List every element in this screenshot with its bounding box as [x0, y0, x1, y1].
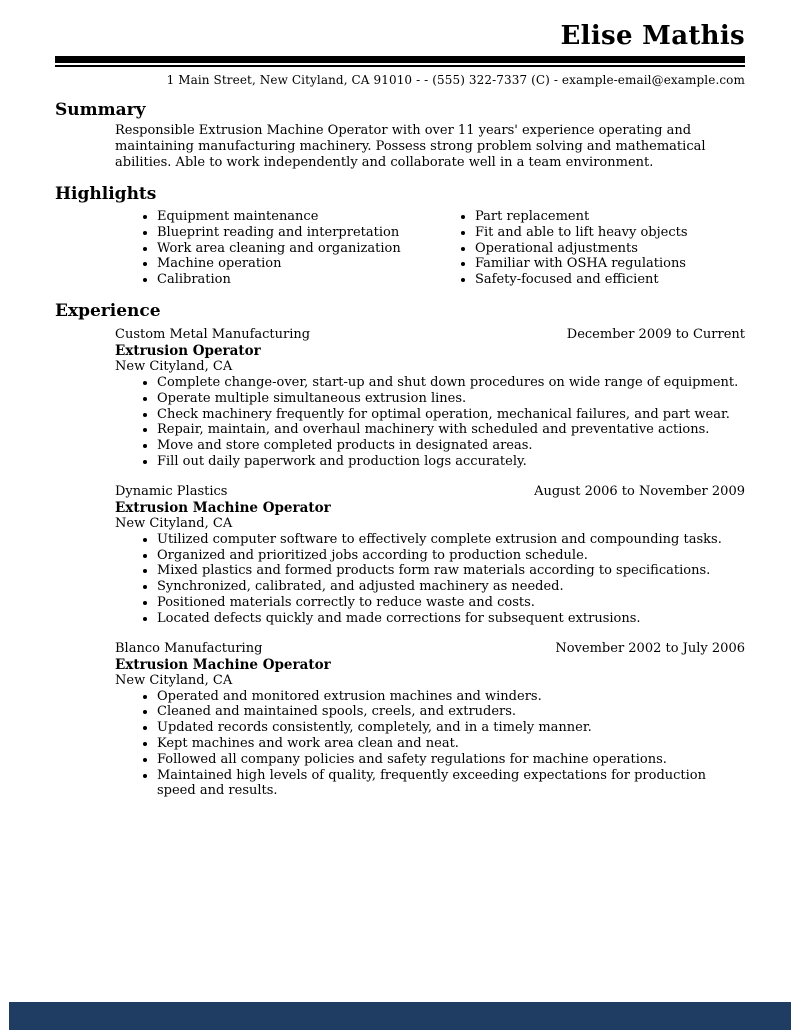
job-bullet: • Updated records consistently, completely, and in a timely manner. [157, 720, 745, 736]
job-bullet: • Maintained high levels of quality, frequently exceeding expectations for production speed and results. [157, 768, 745, 800]
experience-section [55, 301, 745, 799]
highlights-right-list [433, 209, 745, 288]
highlight-item: • Calibration [157, 272, 433, 288]
highlight-item: • Fit and able to lift heavy objects [475, 225, 745, 241]
job-dates: August 2006 to November 2009 [534, 483, 745, 499]
highlights-columns [115, 209, 745, 288]
job-bullet: • Check machinery frequently for optimal operation, mechanical failures, and part wear. [157, 407, 745, 423]
experience-heading: Experience [55, 300, 161, 321]
job-bullet: • Followed all company policies and safety regulations for machine operations. [157, 752, 745, 768]
company-name: Blanco Manufacturing [115, 640, 263, 656]
job-location: New Cityland, CA [115, 358, 233, 374]
job-bullet: • Mixed plastics and formed products form raw materials according to specifications. [157, 563, 745, 579]
header-rule-thin [55, 65, 745, 67]
highlight-item: • Part replacement [475, 209, 745, 225]
resume-header [55, 20, 745, 87]
job-bullet: • Kept machines and work area clean and neat. [157, 736, 745, 752]
highlight-item: • Equipment maintenance [157, 209, 433, 225]
job-bullet: • Utilized computer software to effectively complete extrusion and compounding tasks. [157, 532, 745, 548]
job-dates: November 2002 to July 2006 [555, 640, 745, 656]
job-bullet: • Organized and prioritized jobs according to production schedule. [157, 548, 745, 564]
job-location: New Cityland, CA [115, 515, 233, 531]
job-bullet: • Operated and monitored extrusion machines and winders. [157, 689, 745, 705]
job-bullet: • Repair, maintain, and overhaul machinery with scheduled and preventative actions. [157, 422, 745, 438]
job-head [115, 484, 745, 500]
job-bullet: • Complete change-over, start-up and shut down procedures on wide range of equipment. [157, 375, 745, 391]
highlights-left-list [115, 209, 433, 288]
summary-text: Responsible Extrusion Machine Operator with over 11 years' experience operating and maintaining manufacturing machinery. Possess strong problem solving and mathematical abilities. Able to work independently and collaborate well in a team environment. [115, 123, 706, 170]
highlight-item: • Safety-focused and efficient [475, 272, 745, 288]
highlights-heading: Highlights [55, 184, 157, 204]
job-bullet: • Located defects quickly and made corrections for subsequent extrusions. [157, 611, 745, 627]
job-dates: December 2009 to Current [566, 326, 745, 342]
job-bullet: • Cleaned and maintained spools, creels, and extruders. [157, 704, 745, 720]
job-head [115, 641, 745, 657]
contact-line: 1 Main Street, New Cityland, CA 91010 - - (555) 322-7337 (C) - example-email@example.com [166, 73, 745, 87]
job-title: Extrusion Operator [115, 342, 261, 359]
highlights-section [55, 184, 745, 288]
highlight-item: • Work area cleaning and organization [157, 241, 433, 257]
job-bullet: • Fill out daily paperwork and production logs accurately. [157, 454, 745, 470]
highlight-item: • Operational adjustments [475, 241, 745, 257]
job-bullet: • Move and store completed products in designated areas. [157, 438, 745, 454]
job-title: Extrusion Machine Operator [115, 499, 331, 516]
job-entry-1 [115, 327, 745, 470]
highlight-item: • Machine operation [157, 256, 433, 272]
job-head [115, 327, 745, 343]
job-bullet-list [115, 689, 745, 800]
footer-bar [9, 1002, 791, 1030]
job-bullet: • Synchronized, calibrated, and adjusted machinery as needed. [157, 579, 745, 595]
summary-heading: Summary [55, 100, 146, 120]
job-location: New Cityland, CA [115, 672, 233, 688]
company-name: Custom Metal Manufacturing [115, 326, 311, 342]
candidate-name: Elise Mathis [560, 21, 745, 51]
job-bullet: • Positioned materials correctly to reduce waste and costs. [157, 595, 745, 611]
job-bullet-list [115, 532, 745, 627]
job-bullet-list [115, 375, 745, 470]
highlight-item: • Blueprint reading and interpretation [157, 225, 433, 241]
highlight-item: • Familiar with OSHA regulations [475, 256, 745, 272]
job-bullet: • Operate multiple simultaneous extrusion lines. [157, 391, 745, 407]
company-name: Dynamic Plastics [115, 483, 228, 499]
job-entry-2 [115, 484, 745, 627]
job-entry-3 [115, 641, 745, 800]
header-rule-thick [55, 56, 745, 63]
summary-section [55, 100, 745, 171]
job-title: Extrusion Machine Operator [115, 656, 331, 673]
